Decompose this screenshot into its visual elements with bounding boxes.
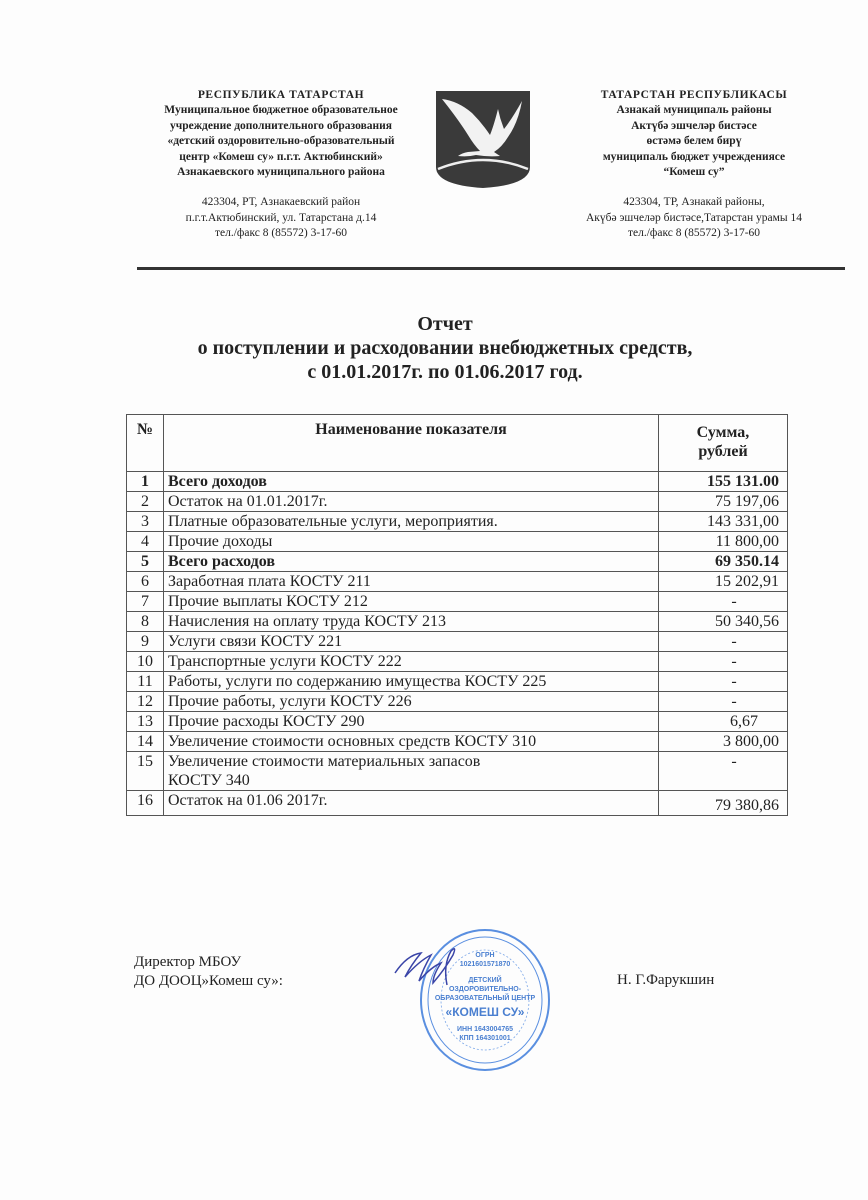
stamp-line1: ДЕТСКИЙ: [468, 977, 502, 984]
table-row: [127, 532, 788, 552]
row-name: Прочие работы, услуги КОСТУ 226: [164, 692, 659, 712]
row-name: [164, 752, 659, 791]
row-sum: -: [659, 632, 788, 652]
row-sum: -: [659, 652, 788, 672]
row-name: Прочие доходы: [164, 532, 659, 552]
row-num: 1: [127, 472, 164, 492]
table-row: [127, 492, 788, 512]
stamp-name: «КОМЕШ СУ»: [445, 1005, 525, 1019]
stamp-line2: ОЗДОРОВИТЕЛЬНО-: [448, 986, 522, 993]
address-line: 423304, ТР, Азнакай районы,: [623, 196, 765, 209]
row-sum: 3 800,00: [659, 732, 788, 752]
row-sum: 11 800,00: [659, 532, 788, 552]
address-line: Акүбә эшчеләр бистәсе,Татарстан урамы 14: [585, 211, 803, 224]
row-name-line2: КОСТУ 340: [168, 772, 250, 789]
table-row: [127, 692, 788, 712]
header-right-line: Азнакай муниципаль районы: [616, 104, 772, 117]
header-right-block: [546, 88, 842, 242]
row-name: Начисления на оплату труда КОСТУ 213: [164, 612, 659, 632]
table-row: [127, 552, 788, 572]
row-num: 13: [127, 712, 164, 732]
table-row: [127, 732, 788, 752]
header-left-line: учреждение дополнительного образования: [169, 119, 393, 132]
header-left-address: [132, 195, 430, 241]
row-sum: 6,67: [659, 712, 788, 732]
row-num: 9: [127, 632, 164, 652]
table-row: [127, 752, 788, 791]
table-row: [127, 572, 788, 592]
row-num: 15: [127, 752, 164, 791]
official-stamp: [393, 925, 553, 1075]
address-line: тел./факс 8 (85572) 3-17-60: [627, 227, 761, 240]
table-row: [127, 592, 788, 612]
row-sum: 69 350.14: [659, 552, 788, 572]
row-num: 3: [127, 512, 164, 532]
header-right-line: муниципаль бюджет учреждениясе: [602, 150, 786, 163]
column-header-name: Наименование показателя: [164, 415, 659, 472]
table-header-row: [127, 415, 788, 472]
header-right-address: [546, 195, 842, 241]
row-sum: -: [659, 692, 788, 712]
row-name: Платные образовательные услуги, мероприятия.: [164, 512, 659, 532]
row-num: 16: [127, 791, 164, 816]
row-name: Услуги связи КОСТУ 221: [164, 632, 659, 652]
row-num: 2: [127, 492, 164, 512]
report-table: [126, 414, 788, 816]
table-row: [127, 612, 788, 632]
header-right-line: Актүбә эшчеләр бистәсе: [631, 119, 757, 132]
row-name: Увеличение стоимости основных средств КОСТУ 310: [164, 732, 659, 752]
table-row: [127, 632, 788, 652]
row-num: 5: [127, 552, 164, 572]
row-name: Прочие выплаты КОСТУ 212: [164, 592, 659, 612]
header-right-line: “Комеш су”: [663, 166, 725, 179]
header-left-line: «детский оздоровительно-образовательный: [167, 135, 395, 148]
row-name: Всего расходов: [164, 552, 659, 572]
signatory-name: Н. Г.Фарукшин: [617, 972, 715, 988]
row-num: 6: [127, 572, 164, 592]
header-left-line: Азнакаевского муниципального района: [177, 166, 385, 179]
column-header-num: №: [127, 415, 164, 472]
header-right-title: ТАТАРСТАН РЕСПУБЛИКАСЫ: [600, 89, 788, 101]
row-sum: 15 202,91: [659, 572, 788, 592]
report-title: Отчет: [417, 313, 473, 335]
table-row: [127, 472, 788, 492]
stamp-ogrn: 1021601571870: [459, 961, 511, 968]
row-sum: 79 380,86: [659, 791, 788, 816]
header-divider: [137, 267, 845, 270]
signatory-position: [134, 953, 283, 991]
row-name: Остаток на 01.06 2017г.: [164, 791, 659, 816]
sum-header-line2: рублей: [698, 443, 748, 460]
table-row: [127, 652, 788, 672]
report-subtitle: о поступлении и расходовании внебюджетных средств,: [197, 337, 693, 359]
row-sum: 75 197,06: [659, 492, 788, 512]
row-name-line1: Увеличение стоимости материальных запасов: [168, 753, 481, 770]
row-num: 8: [127, 612, 164, 632]
address-line: тел./факс 8 (85572) 3-17-60: [214, 227, 348, 240]
row-num: 4: [127, 532, 164, 552]
row-name: Транспортные услуги КОСТУ 222: [164, 652, 659, 672]
row-sum: 155 131.00: [659, 472, 788, 492]
header-left-title: РЕСПУБЛИКА ТАТАРСТАН: [197, 89, 365, 101]
header-left-line: центр «Комеш су» п.г.т. Актюбинский»: [179, 150, 383, 163]
row-sum: 143 331,00: [659, 512, 788, 532]
row-sum: -: [659, 672, 788, 692]
header-left-block: [132, 88, 430, 242]
stamp-inn: ИНН 1643004765: [456, 1026, 514, 1033]
table-row: [127, 791, 788, 816]
table-row: [127, 512, 788, 532]
stamp-ogrn-label: ОГРН: [475, 952, 495, 959]
row-sum: -: [659, 592, 788, 612]
signatory-position-line1: Директор МБОУ: [134, 954, 242, 970]
sum-header-line1: Сумма,: [696, 424, 750, 441]
header-left-line: Муниципальное бюджетное образовательное: [164, 104, 398, 117]
address-line: 423304, РТ, Азнакаевский район: [201, 196, 361, 209]
row-name: Работы, услуги по содержанию имущества КОСТУ 225: [164, 672, 659, 692]
row-name: Заработная плата КОСТУ 211: [164, 572, 659, 592]
column-header-sum: [659, 415, 788, 472]
row-num: 14: [127, 732, 164, 752]
row-sum: 50 340,56: [659, 612, 788, 632]
header-right-line: өстәмә белем бирү: [646, 135, 742, 148]
stamp-line3: ОБРАЗОВАТЕЛЬНЫЙ ЦЕНТР: [434, 995, 536, 1002]
row-name: Прочие расходы КОСТУ 290: [164, 712, 659, 732]
table-row: [127, 712, 788, 732]
report-period: с 01.01.2017г. по 01.06.2017 год.: [307, 361, 583, 383]
address-line: п.г.т.Актюбинский, ул. Татарстана д.14: [185, 211, 377, 224]
stamp-kpp: КПП 164301001: [459, 1035, 511, 1042]
row-num: 7: [127, 592, 164, 612]
signatory-position-line2: ДО ДООЦ»Комеш су»:: [134, 973, 283, 989]
row-num: 11: [127, 672, 164, 692]
row-name: Всего доходов: [164, 472, 659, 492]
row-name: Остаток на 01.01.2017г.: [164, 492, 659, 512]
row-num: 10: [127, 652, 164, 672]
row-sum: -: [659, 752, 788, 791]
table-row: [127, 672, 788, 692]
row-num: 12: [127, 692, 164, 712]
report-title-block: [150, 312, 740, 384]
eagle-coat-of-arms-icon: [428, 89, 537, 189]
